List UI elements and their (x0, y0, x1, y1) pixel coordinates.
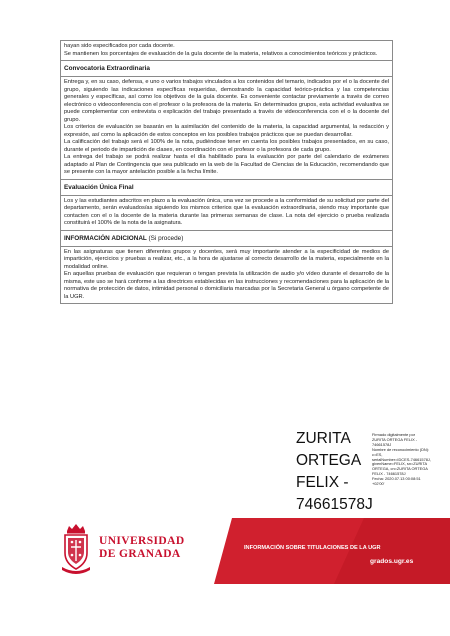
digital-signature (296, 428, 446, 513)
evaluacion-unica-paragraph: Los y las estudiantes adscritos en plazo a la evaluación única, una vez se procede a la conformidad de su solicitud por parte del departamento, serán evaluados/as siguiendo los mismos criterios que la evaluación extraordinaria, siendo muy importante que contacten con el o la docente de la materia durante las primeras semanas de clase. La nota del ejercicio o prueba realizada constituirá el 100% de la nota de la asignatura. (64, 197, 389, 226)
informacion-heading-text: INFORMACIÓN ADICIONAL (64, 234, 147, 242)
convocatoria-heading (61, 60, 392, 76)
titulaciones-banner[interactable] (214, 518, 450, 584)
evaluacion-unica-heading (61, 179, 392, 195)
informacion-paragraph: En las asignaturas que tienen diferentes grupos y docentes, será muy importante atender a la especificidad de medios de impartición, ejercicios y pruebas a realizar, etc., a la hora de ajustarse al correcto desarrollo de la materia, especialmente en la modalidad online. (64, 248, 389, 270)
signature-detail-line: 74661578J (372, 441, 392, 447)
signature-name-line: 74661578J (296, 496, 373, 513)
convocatoria-section (61, 76, 392, 179)
signature-detail-line: c=ES, (372, 451, 383, 457)
convocatoria-paragraph: La calificación del trabajo será el 100% de la nota, pudiéndose tener en cuenta los posibles trabajos presentados, en su caso, durante el periodo de impartición de clases, en coordinación con el profesor o la profesora de cada grupo. (64, 139, 389, 153)
convocatoria-paragraph: La entrega del trabajo se podrá realizar hasta el día habilitado para la evaluación por parte del calendario de exámenes adaptado al Plan de Contingencia que sea publicado en la web de la Facultad de Ciencias de la Educación, recomendando que se presente con la mayor antelación posible a la fecha límite. (64, 154, 389, 175)
informacion-section (61, 246, 392, 304)
signature-detail-line: serialNumber=IDCES-74661578J, (372, 456, 431, 462)
signature-name (296, 428, 372, 516)
informacion-heading-note: (Si procede) (148, 234, 184, 242)
evaluacion-unica-section (61, 195, 392, 230)
convocatoria-paragraph: Los criterios de evaluación se basarán en la asimilación del contenido de la materia, la capacidad argumental, la redacción y expresión, así como la aplicación de estos conceptos en los posibles trabajos prácticos que se puedan desarrollar. (64, 124, 389, 138)
signature-name-line: ORTEGA (296, 452, 362, 469)
university-name (99, 535, 185, 561)
signature-detail-line: FELIX - 74661578J (372, 471, 406, 477)
signature-details (372, 433, 444, 487)
signature-name-line: ZURITA (296, 430, 351, 447)
university-logo (60, 518, 210, 584)
convocatoria-heading-text: Convocatoria Extraordinaria (64, 65, 150, 72)
university-crest-icon (60, 523, 92, 575)
banner-title: INFORMACIÓN SOBRE TITULACIONES DE LA UGR (244, 545, 381, 551)
signature-detail-line: ORTEGA, cn=ZURITA ORTEGA (372, 466, 428, 472)
signature-detail-line: givenName=FELIX, sn=ZURITA (372, 461, 428, 467)
convocatoria-paragraph: Entrega y, en su caso, defensa, e uno o varios trabajos vinculados a los contenidos del temario, indicados por el o la docente del grupo, siguiendo las indicaciones específicas requeridas, demostrando la capacidad teórico-práctica y las competencias generales y específicas, así como los objetivos de la guía docente. Es conveniente contactar previamente a través de correo electrónico o videoconferencia con el profesor o la profesora de la materia. En determinados grupos, esta actividad evaluativa se puede complementar con entrevista o explicación del trabajo presentado a través de videoconferencia con el o la docente del grupo. (64, 79, 389, 123)
informacion-paragraph: En aquellas pruebas de evaluación que requieran o tengan prevista la utilización de audio y/o vídeo durante el desarrollo de la misma, este uso se hará conforme a las directrices establecidas en las instrucciones y recomendaciones para la aplicación de la normativa de protección de datos, intimidad personal o domiciliaria marcadas por la Secretaria General u órgano competente de la UGR. (64, 271, 389, 300)
signature-detail-line: Firmado digitalmente por (372, 432, 416, 437)
university-name-line2: DE GRANADA (99, 548, 181, 560)
evaluacion-unica-heading-text: Evaluación Única Final (64, 183, 134, 191)
informacion-heading (61, 230, 392, 246)
signature-detail-line: Fecha: 2020.07.13 00:08:51 (372, 476, 421, 482)
signature-detail-line: Nombre de reconocimiento (DN): (372, 446, 430, 452)
page-footer (0, 518, 450, 584)
intro-paragraph: Se mantienen los porcentajes de evaluación de la guía docente de la materia, relativos a conocimientos teóricos y prácticos. (64, 50, 378, 57)
evaluation-table (60, 40, 393, 304)
university-name-line1: UNIVERSIDAD (99, 535, 185, 547)
signature-detail-line: +02'00' (372, 481, 385, 487)
banner-url-link[interactable]: grados.ugr.es (370, 558, 414, 565)
intro-section (61, 41, 392, 60)
document-body (60, 40, 393, 304)
signature-detail-line: ZURITA ORTEGA FELIX - (372, 436, 418, 442)
intro-paragraph: hayan sido especificados por cada docente. (64, 43, 175, 49)
signature-name-line: FELIX - (296, 474, 349, 491)
